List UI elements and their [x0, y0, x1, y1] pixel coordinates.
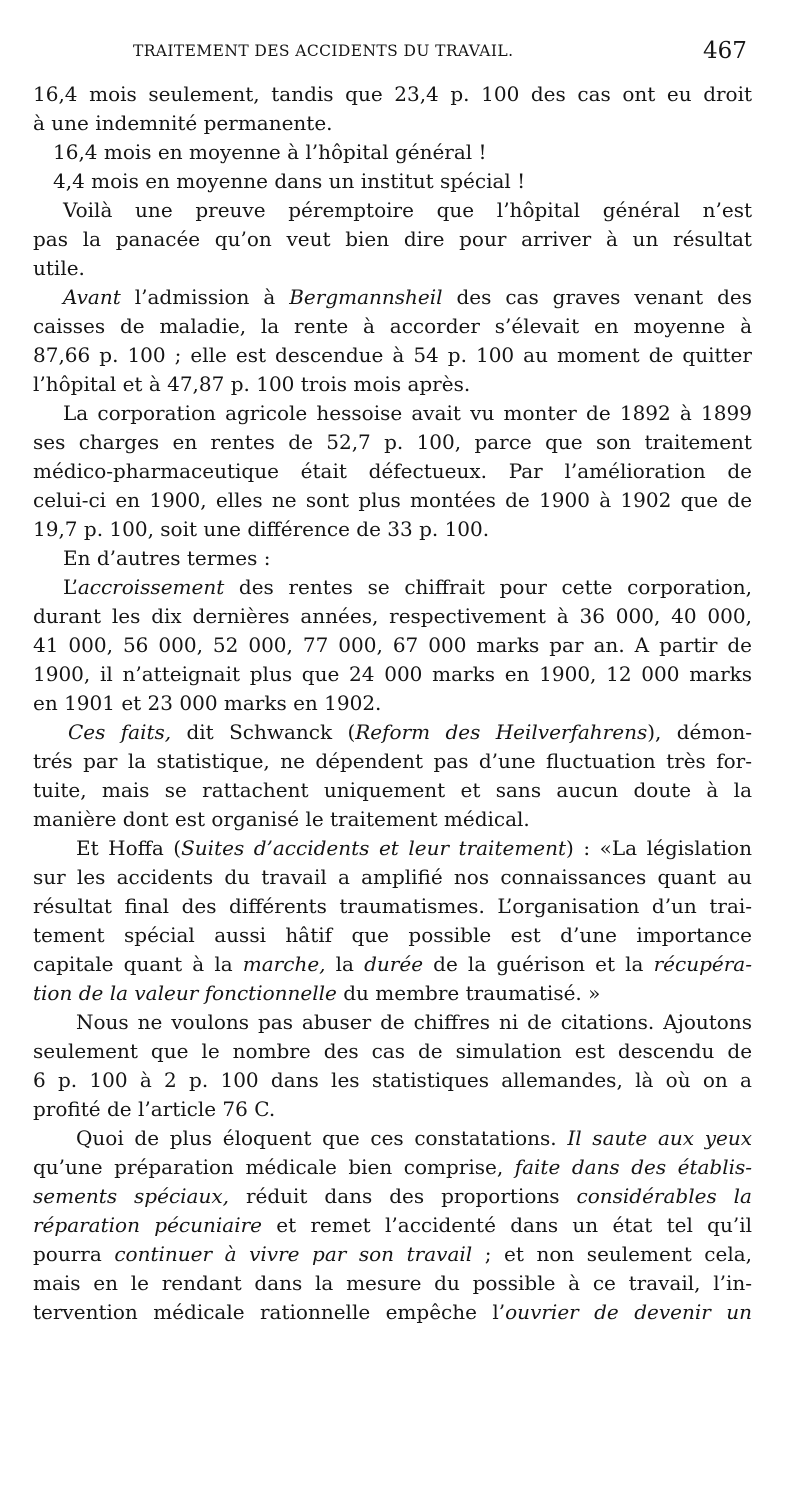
italic-text: réparation pécuniaire	[33, 1213, 262, 1237]
text-run: manière dont est organisé le traitement médical.	[33, 807, 530, 831]
text-run: à une indemnité permanente.	[33, 111, 333, 135]
text-line	[33, 312, 752, 340]
text-line	[33, 109, 333, 137]
text-line	[33, 602, 752, 630]
running-title: TRAITEMENT DES ACCIDENTS DU TRAVAIL.	[133, 42, 514, 60]
text-line	[33, 1240, 752, 1268]
text-run: l’hôpital et à 47,87 p. 100 trois mois après.	[33, 372, 471, 396]
text-line	[33, 1066, 752, 1094]
text-run: médico-pharmaceutique était défectueux. Par l’amélioration de	[33, 459, 752, 483]
text-line	[33, 950, 752, 978]
text-run: des cas graves venant des	[442, 285, 752, 309]
text-run: dit Schwanck (	[171, 720, 356, 744]
text-run: la	[325, 952, 365, 976]
text-run: 16,4 mois seulement, tandis que 23,4 p. 100 des cas ont eu droit	[33, 82, 753, 106]
text-run: sur les accidents du travail a amplifié nos connaissances quant au	[33, 865, 752, 889]
text-line	[63, 283, 752, 311]
text-run: profité de l’article 76 C.	[33, 1097, 276, 1121]
text-line	[33, 863, 752, 891]
text-run: L’	[63, 575, 78, 599]
text-line	[33, 689, 381, 717]
italic-text: marche,	[242, 952, 326, 976]
text-line	[33, 341, 752, 369]
running-header	[0, 38, 800, 70]
italic-text: sements spéciaux,	[33, 1184, 229, 1208]
text-line	[33, 428, 752, 456]
text-run: caisses de maladie, la rente à accorder s’élevait en moyenne à	[33, 314, 753, 338]
text-line	[33, 921, 752, 949]
text-run: durant les dix dernières années, respectivement à 36 000, 40 000,	[33, 604, 752, 628]
text-run: ses charges en rentes de 52,7 p. 100, parce que son traitement	[33, 430, 752, 454]
text-run: Et Hoffa (	[76, 836, 182, 860]
text-line	[33, 457, 752, 485]
text-line	[76, 1008, 752, 1036]
text-run: l’admission à	[120, 285, 290, 309]
text-run: en 1901 et 23 000 marks en 1902.	[33, 691, 382, 715]
text-line	[33, 1269, 752, 1297]
text-line	[68, 718, 752, 746]
text-line	[63, 399, 752, 427]
italic-text: Avant	[63, 285, 121, 309]
text-run: utile.	[33, 256, 85, 280]
text-line	[33, 370, 470, 398]
italic-text: durée	[364, 952, 424, 976]
text-line	[33, 515, 489, 543]
text-line	[33, 631, 752, 659]
text-line	[33, 1037, 752, 1065]
text-run: 4,4 mois en moyenne dans un institut spécial !	[53, 169, 526, 193]
text-run: 19,7 p. 100, soit une différence de 33 p. 100.	[33, 517, 490, 541]
text-line	[53, 167, 525, 195]
italic-text: Il saute aux yeux	[567, 1126, 753, 1150]
text-line	[33, 747, 752, 775]
text-run: de la guérison et la	[423, 952, 654, 976]
text-run: tement spécial aussi hâtif que possible est d’une importance	[33, 923, 752, 947]
text-run: réduit dans des proportions	[228, 1184, 577, 1208]
text-line	[33, 1095, 275, 1123]
text-run: et remet l’accidenté dans un état tel qu’il	[262, 1213, 753, 1237]
text-run: tuite, mais se rattachent uniquement et sans aucun doute à la	[33, 778, 752, 802]
text-line	[76, 834, 752, 862]
text-run: 16,4 mois en moyenne à l’hôpital général !	[53, 140, 487, 164]
text-run: 1900, il n’atteignait plus que 24 000 marks en 1900, 12 000 marks	[33, 662, 753, 686]
italic-text: tion de la valeur fonctionnelle	[33, 981, 337, 1005]
text-run: ) : «La législation	[566, 836, 752, 860]
italic-text: récupéra-	[653, 952, 752, 976]
text-run: ), démon-	[647, 720, 753, 744]
text-line	[33, 1182, 752, 1210]
text-line	[33, 254, 85, 282]
italic-text: Bergmannsheil	[289, 285, 443, 309]
text-line	[33, 805, 530, 833]
text-run: pas la panacée qu’on veut bien dire pour arriver à un résultat	[33, 227, 752, 251]
text-line	[33, 660, 752, 688]
italic-text: Reform des Heilverfahrens	[355, 720, 648, 744]
page-number: 467	[703, 38, 747, 64]
text-line	[63, 544, 270, 572]
text-line	[33, 892, 752, 920]
text-run: des rentes se chiffrait pour cette corporation,	[224, 575, 753, 599]
text-run: Voilà une preuve péremptoire que l’hôpital général n’est	[63, 198, 753, 222]
text-line	[33, 1298, 752, 1326]
text-run: Quoi de plus éloquent que ces constatations.	[76, 1126, 568, 1150]
text-run: 6 p. 100 à 2 p. 100 dans les statistiques allemandes, là où on a	[33, 1068, 752, 1092]
italic-text: continuer à vivre par son travail	[114, 1242, 473, 1266]
text-line	[33, 80, 752, 108]
text-run: tervention médicale rationnelle empêche l’	[33, 1300, 506, 1324]
text-run: qu’une préparation médicale bien comprise,	[33, 1155, 515, 1179]
text-line	[33, 225, 752, 253]
text-line	[33, 776, 752, 804]
italic-text: faite dans des établis-	[514, 1155, 753, 1179]
text-run: pourra	[33, 1242, 115, 1266]
text-run: Nous ne voulons pas abuser de chiffres ni de citations. Ajoutons	[76, 1010, 752, 1034]
italic-text: Suites d’accidents et leur traitement	[181, 836, 567, 860]
italic-text: Ces faits,	[68, 720, 172, 744]
text-run: 41 000, 56 000, 52 000, 77 000, 67 000 marks par an. A partir de	[33, 633, 753, 657]
text-run: celui-ci en 1900, elles ne sont plus montées de 1900 à 1902 que de	[33, 488, 753, 512]
text-run: 87,66 p. 100 ; elle est descendue à 54 p. 100 au moment de quitter	[33, 343, 752, 367]
text-run: ; et non seulement cela,	[472, 1242, 753, 1266]
text-line	[53, 138, 487, 166]
text-line	[63, 573, 752, 601]
text-line	[33, 1153, 752, 1181]
text-line	[33, 979, 600, 1007]
italic-text: ouvrier de devenir un	[505, 1300, 752, 1324]
text-run: trés par la statistique, ne dépendent pas d’une fluctuation très for-	[33, 749, 752, 773]
text-line	[76, 1124, 752, 1152]
text-run: résultat final des différents traumatismes. L’organisation d’un trai-	[33, 894, 753, 918]
text-line	[33, 486, 752, 514]
text-run: capitale quant à la	[33, 952, 243, 976]
text-line	[63, 196, 752, 224]
text-run: En d’autres termes :	[63, 546, 271, 570]
text-run: mais en le rendant dans la mesure du possible à ce travail, l’in-	[33, 1271, 753, 1295]
italic-text: considérables la	[576, 1184, 752, 1208]
text-line	[33, 1211, 752, 1239]
text-run: La corporation agricole hessoise avait vu monter de 1892 à 1899	[63, 401, 752, 425]
text-run: seulement que le nombre des cas de simulation est descendu de	[33, 1039, 753, 1063]
italic-text: accroissement	[77, 575, 225, 599]
text-run: du membre traumatisé. »	[336, 981, 601, 1005]
